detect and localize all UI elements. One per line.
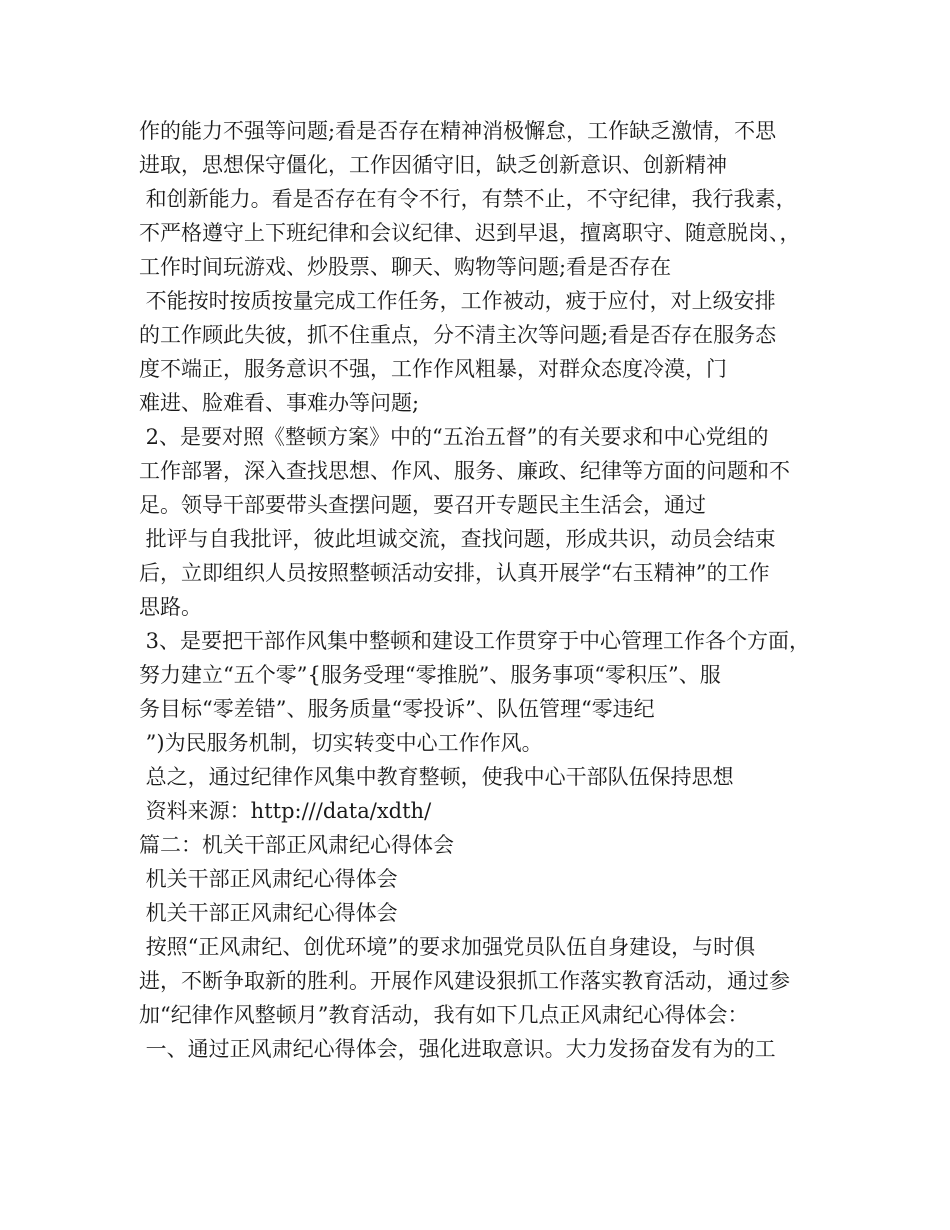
section-heading: 篇二：机关干部正风肃纪心得体会: [139, 833, 454, 857]
text-line: 作的能力不强等问题;看是否存在精神消极懈怠，工作缺乏激情，不思: [139, 119, 777, 143]
text-line: 后，立即组织人员按照整顿活动安排，认真开展学“右玉精神”的工作: [139, 561, 770, 585]
text-line: 工作时间玩游戏、炒股票、聊天、购物等问题;看是否存在: [139, 255, 672, 279]
text-line: 的工作顾此失彼，抓不住重点，分不清主次等问题;看是否存在服务态: [139, 323, 777, 347]
text-line: 度不端正，服务意识不强，工作作风粗暴，对群众态度冷漠，门: [139, 357, 727, 381]
text-line: 进取，思想保守僵化，工作因循守旧，缺乏创新意识、创新精神: [139, 153, 727, 177]
text-line: 加“纪律作风整顿月”教育活动，我有如下几点正风肃纪心得体会：: [139, 1003, 749, 1027]
text-line: 总之，通过纪律作风集中教育整顿，使我中心干部队伍保持思想: [139, 765, 734, 789]
text-line: 和创新能力。看是否存在有令不行，有禁不止，不守纪律，我行我素，: [139, 187, 797, 211]
text-line: 3、是要把干部作风集中整顿和建设工作贯穿于中心管理工作各个方面，: [139, 629, 811, 653]
text-line: 务目标“零差错”、服务质量“零投诉”、队伍管理“零违纪: [139, 697, 655, 721]
article-title: 机关干部正风肃纪心得体会: [139, 867, 398, 891]
text-line: 不严格遵守上下班纪律和会议纪律、迟到早退，擅离职守、随意脱岗、，: [139, 221, 801, 245]
text-line: 批评与自我批评，彼此坦诚交流，查找问题，形成共识，动员会结束: [139, 527, 776, 551]
source-line: 资料来源：http:///data/xdth/: [139, 799, 432, 823]
text-line: 按照“正风肃纪、创优环境”的要求加强党员队伍自身建设，与时俱: [139, 935, 756, 959]
text-line: 不能按时按质按量完成工作任务，工作被动，疲于应付，对上级安排: [139, 289, 776, 313]
document-body: [139, 114, 850, 1066]
text-line: 思路。: [139, 595, 202, 619]
text-line: 难进、脸难看、事难办等问题;: [139, 391, 420, 415]
text-line: 一、通过正风肃纪心得体会，强化进取意识。大力发扬奋发有为的工: [139, 1037, 776, 1061]
article-title: 机关干部正风肃纪心得体会: [139, 901, 398, 925]
text-line: 工作部署，深入查找思想、作风、服务、廉政、纪律等方面的问题和不: [139, 459, 790, 483]
text-line: ”)为民服务机制，切实转变中心工作作风。: [139, 731, 543, 755]
text-line: 2、是要对照《整顿方案》中的“五治五督”的有关要求和中心党组的: [139, 425, 769, 449]
text-line: 努力建立“五个零”{服务受理“零推脱”、服务事项“零积压”、服: [139, 663, 721, 687]
text-line: 足。领导干部要带头查摆问题，要召开专题民主生活会，通过: [139, 493, 706, 517]
text-line: 进，不断争取新的胜利。开展作风建设狠抓工作落实教育活动，通过参: [139, 969, 790, 993]
